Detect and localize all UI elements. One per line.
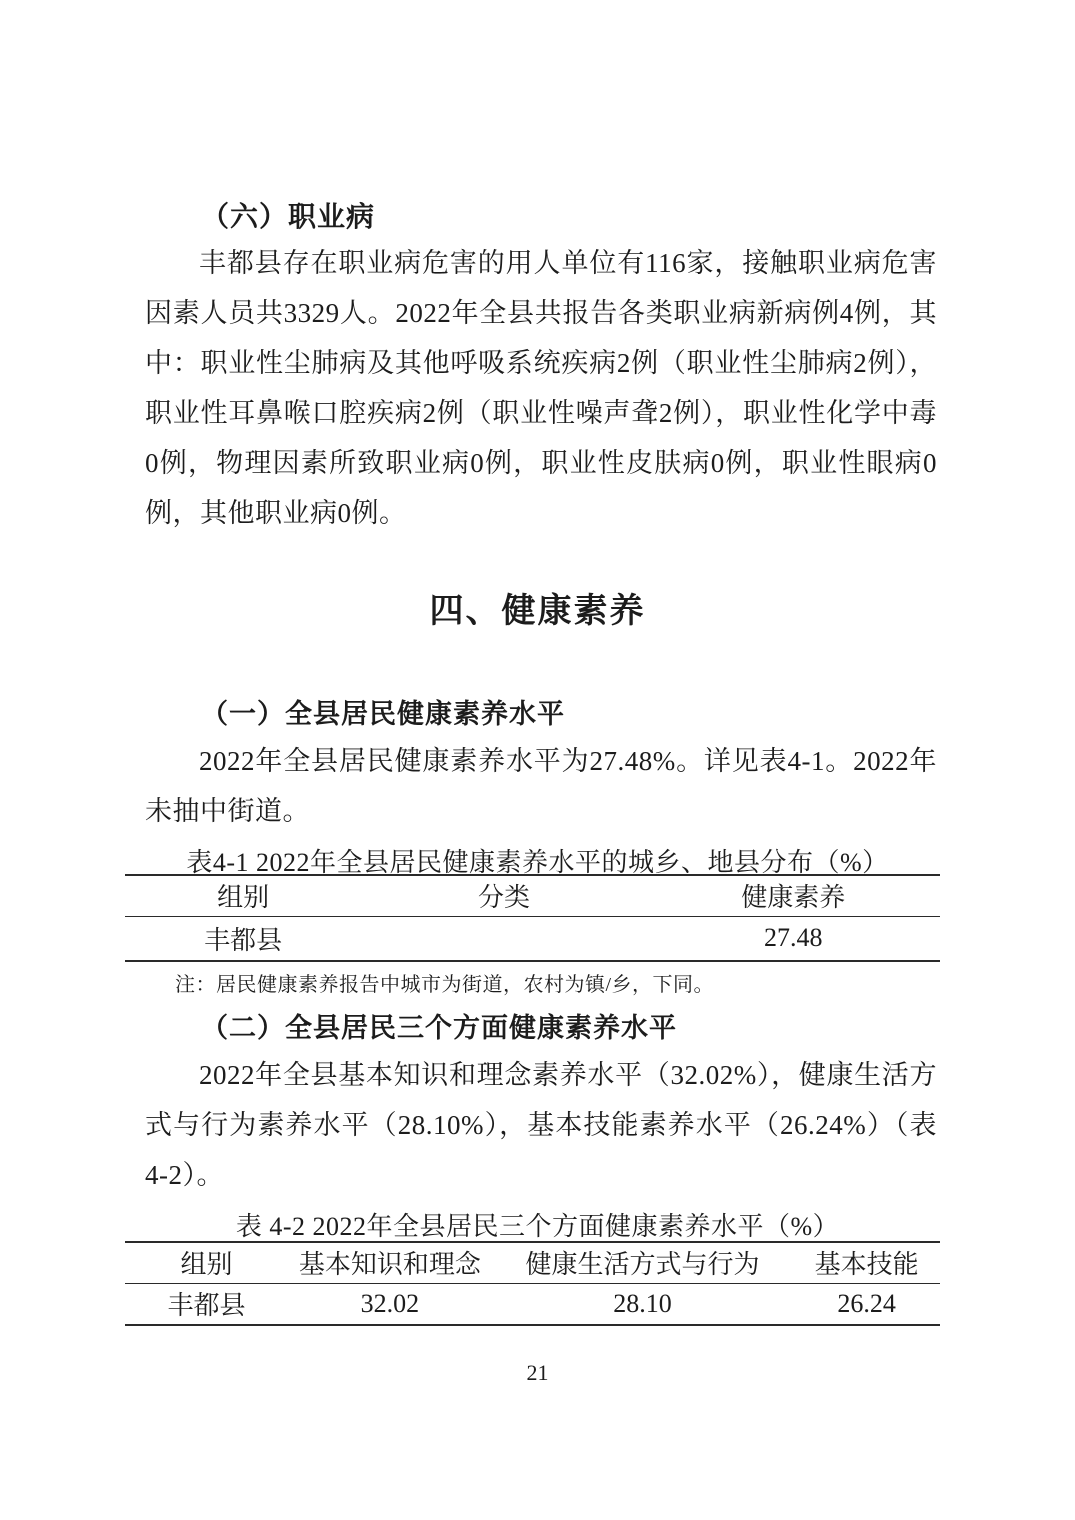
table-4-2-header-lifestyle: 健康生活方式与行为 (525, 1250, 760, 1280)
table-4-1-header-category: 分类 (477, 883, 530, 913)
table-4-2-title: 表 4-2 2022年全县居民三个方面健康素养水平（%） (235, 1212, 840, 1241)
table-4-2-cell-skills: 26.24 (837, 1288, 896, 1318)
table-row (125, 1283, 940, 1325)
table-4-2-header-skills: 基本技能 (814, 1250, 919, 1280)
section-heading-occupational-disease: （六）职业病 (201, 202, 376, 233)
table-4-1-header-group: 组别 (217, 883, 270, 913)
table-4-1-cell-county: 丰都县 (204, 925, 283, 955)
table-4-1-header-row (125, 875, 940, 916)
page-number: 21 (526, 1360, 549, 1385)
table-4-1-header-literacy: 健康素养 (741, 883, 846, 913)
table-4-2-header-row (125, 1242, 940, 1283)
table-4-2-cell-knowledge: 32.02 (360, 1288, 420, 1318)
table-4-2-header-knowledge: 基本知识和理念 (298, 1250, 481, 1280)
county-literacy-paragraph: 2022年全县居民健康素养水平为27.48%。详见表4-1。2022年未抽中街道。 (145, 746, 937, 826)
occupational-disease-paragraph: 丰都县存在职业病危害的用人单位有116家，接触职业病危害因素人员共3329人。2022年全县共报告各类职业病新病例4例，其中：职业性尘肺病及其他呼吸系统疾病2例（职业性尘肺病2例），职业性耳鼻喉口腔疾病2例（职业性噪声聋2例），职业性化学中毒0例，物理因素所致职业病0例，职业性皮肤病0例，职业性眼病0例，其他职业病0例。 (145, 248, 937, 528)
subsection-heading-county-literacy-level: （一）全县居民健康素养水平 (201, 699, 565, 729)
table-4-2 (125, 1241, 940, 1326)
table-4-1-note: 注：居民健康素养报告中城市为街道，农村为镇/乡，下同。 (175, 974, 715, 996)
table-row (125, 916, 940, 961)
table-4-2-header-group: 组别 (180, 1250, 233, 1280)
three-aspects-paragraph: 2022年全县基本知识和理念素养水平（32.02%），健康生活方式与行为素养水平（28.10%），基本技能素养水平（26.24%）（表4-2）。 (145, 1060, 937, 1190)
table-4-1-title: 表4-1 2022年全县居民健康素养水平的城乡、地县分布（%） (186, 848, 889, 877)
table-4-2-cell-lifestyle: 28.10 (613, 1288, 672, 1318)
table-4-1 (125, 874, 940, 962)
chapter-heading-health-literacy: 四、健康素养 (429, 593, 646, 630)
table-4-1-cell-value: 27.48 (764, 923, 823, 953)
table-4-2-cell-county: 丰都县 (167, 1291, 246, 1321)
table-4-1-cell-category (361, 916, 646, 961)
subsection-heading-three-aspects: （二）全县居民三个方面健康素养水平 (201, 1013, 677, 1043)
